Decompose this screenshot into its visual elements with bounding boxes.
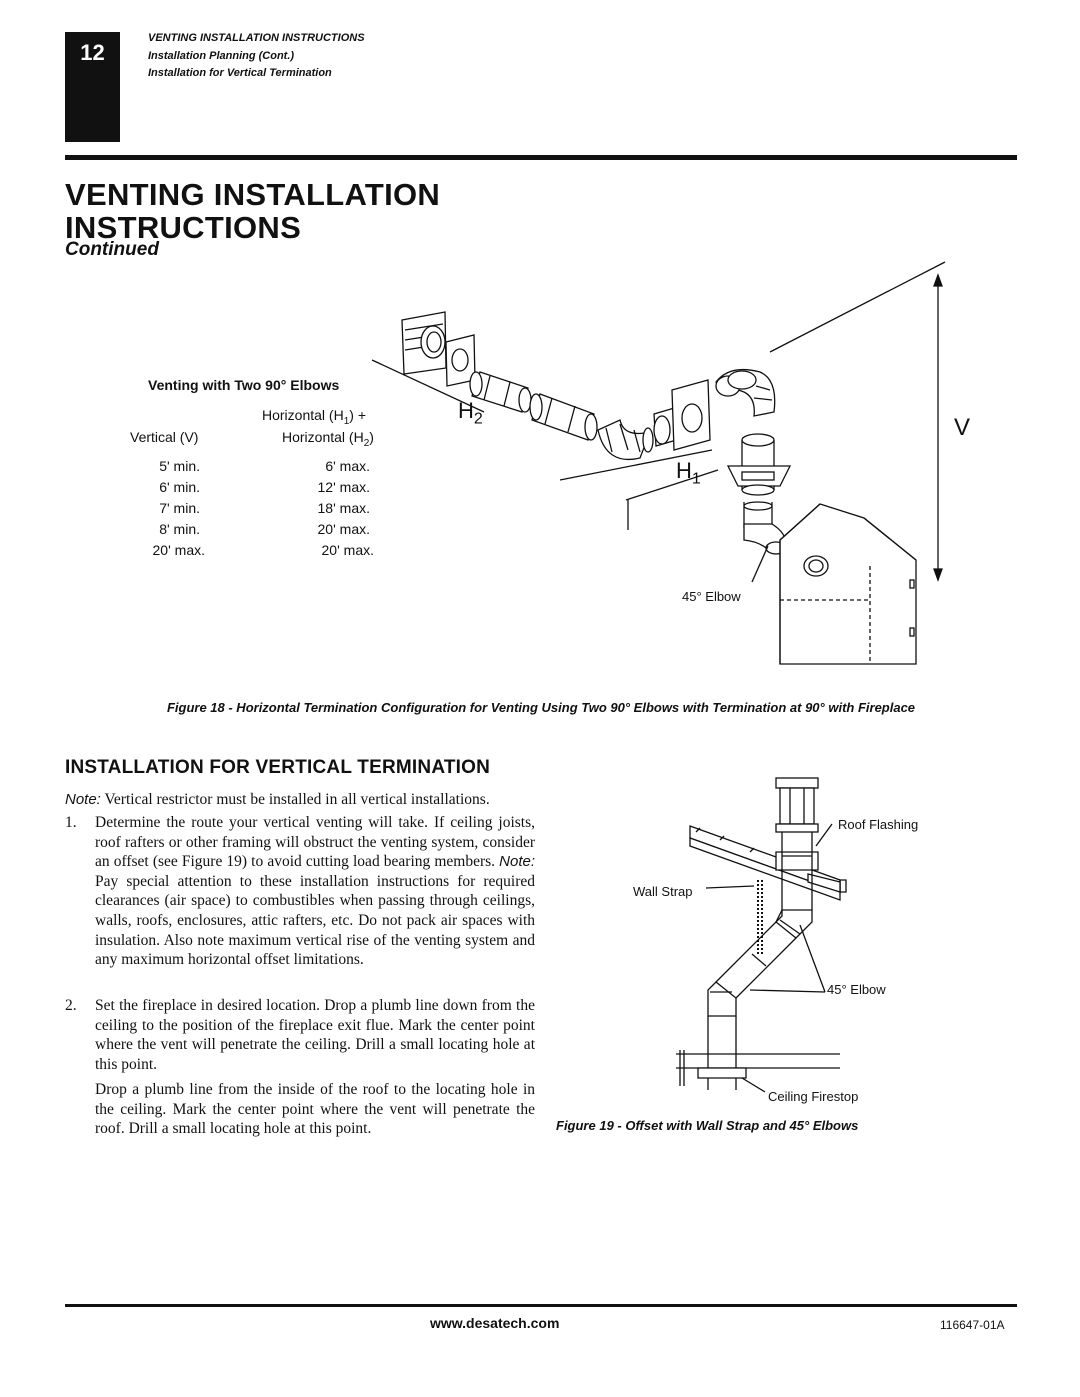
header-subtitle-2: Installation for Vertical Termination — [148, 67, 332, 79]
ceiling-firestop-label: Ceiling Firestop — [768, 1089, 859, 1104]
roof-flashing-label: Roof Flashing — [838, 817, 919, 832]
elbow-leader-1 — [750, 990, 825, 992]
elbow-45-label: 45° Elbow — [682, 589, 741, 604]
vent-pipe-vertical-lower — [708, 1016, 736, 1090]
ceiling-section — [676, 1050, 840, 1086]
note-paragraph: Note: Vertical restrictor must be installed in all vertical installations. — [65, 791, 490, 808]
vent-pipe-3 — [654, 380, 710, 450]
table-row: 20' max. — [152, 542, 205, 558]
wall-strap-leader — [706, 886, 754, 888]
table-cell: 20' max. — [317, 521, 370, 537]
elbow-90-2 — [716, 370, 775, 416]
footer-rule — [65, 1304, 1017, 1307]
firestop-leader — [742, 1078, 765, 1092]
elbow-leader-2 — [800, 925, 825, 992]
wall-strap-label: Wall Strap — [633, 884, 693, 899]
footer-website-link[interactable]: www.desatech.com — [430, 1315, 560, 1331]
elbow-label: 45° Elbow — [827, 982, 886, 997]
document-code: 116647-01A — [940, 1318, 1005, 1332]
figure-18-caption: Figure 18 - Horizontal Termination Configuration for Venting Using Two 90° Elbows with Termination at 90° with Fireplace — [166, 700, 916, 715]
table-col2-header-line1: Horizontal $(H_1)$ + — [262, 407, 366, 427]
v-label: V — [954, 414, 971, 441]
table-row: 8' min. — [159, 521, 200, 537]
table-col1-header: Vertical (V) — [130, 429, 199, 445]
vent-cap — [776, 778, 818, 832]
vertical-pipe — [728, 434, 790, 528]
table-cell: 12' max. — [317, 479, 370, 495]
wall-strap — [758, 880, 762, 956]
vent-pipe-2 — [530, 394, 597, 440]
table-cell: 18' max. — [317, 500, 370, 516]
page-number: 12 — [80, 40, 105, 65]
instruction-item-2-continued: Drop a plumb line from the inside of the roof to the locating hole in the ceiling. Mark the center point where the vent will penetrate the roof. Drill a small locating hole at this point. — [95, 1081, 535, 1138]
table-row: 6' min. — [159, 479, 200, 495]
figure-19-drawing — [600, 770, 1000, 1115]
table-cell: 20' max. — [321, 542, 374, 558]
instruction-item-1: 1. Determine the route your vertical venting will take. If ceiling joists, roof rafters or other framing will obstruct the venting system, consider an offset (see Figure 19) to avoid cutting load bearing members. Note: Pay special attention to these installation instructions for required clearances (air space) to combustibles when passing through ceilings, walls, roofs, enclosures, attic rafters, etc. Do not pack air spaces with insulation. Also note maximum vertical rise of the venting system and any maximum horizontal offset limitations. — [65, 814, 535, 969]
h1-dimension-line — [626, 470, 718, 500]
header-subtitle-1: Installation Planning (Cont.) — [148, 50, 295, 62]
elbow-90-1 — [598, 420, 653, 459]
venting-table-heading: Venting with Two 90° Elbows — [148, 377, 340, 393]
table-row: 5' min. — [159, 458, 200, 474]
v-leader-top — [770, 262, 945, 352]
instruction-item-2: 2. Set the fireplace in desired location. Drop a plumb line down from the ceiling to the position of the fireplace exit flue. Mark the center point where the vent will penetrate the ceiling. Drill a small locating hole at this point. — [65, 997, 535, 1073]
header-section-title: VENTING INSTALLATION INSTRUCTIONS — [148, 32, 365, 44]
page-title-line-1: VENTING INSTALLATION — [65, 177, 441, 212]
offset-pipe — [708, 910, 812, 1016]
h1-label: $H_1$ — [676, 458, 701, 488]
section-heading: INSTALLATION FOR VERTICAL TERMINATION — [65, 757, 491, 778]
fireplace-drawing — [780, 504, 916, 664]
table-col2-header-line2: Horizontal $(H_2)$ — [282, 429, 374, 449]
continued-label: Continued — [65, 239, 159, 260]
termination-cap — [402, 312, 446, 374]
figure-19-caption: Figure 19 - Offset with Wall Strap and 45° Elbows — [556, 1118, 859, 1133]
page-title-line-2: INSTRUCTIONS — [65, 210, 302, 245]
table-row: 7' min. — [159, 500, 200, 516]
table-cell: 6' max. — [325, 458, 370, 474]
h2-label: $H_2$ — [458, 398, 483, 428]
